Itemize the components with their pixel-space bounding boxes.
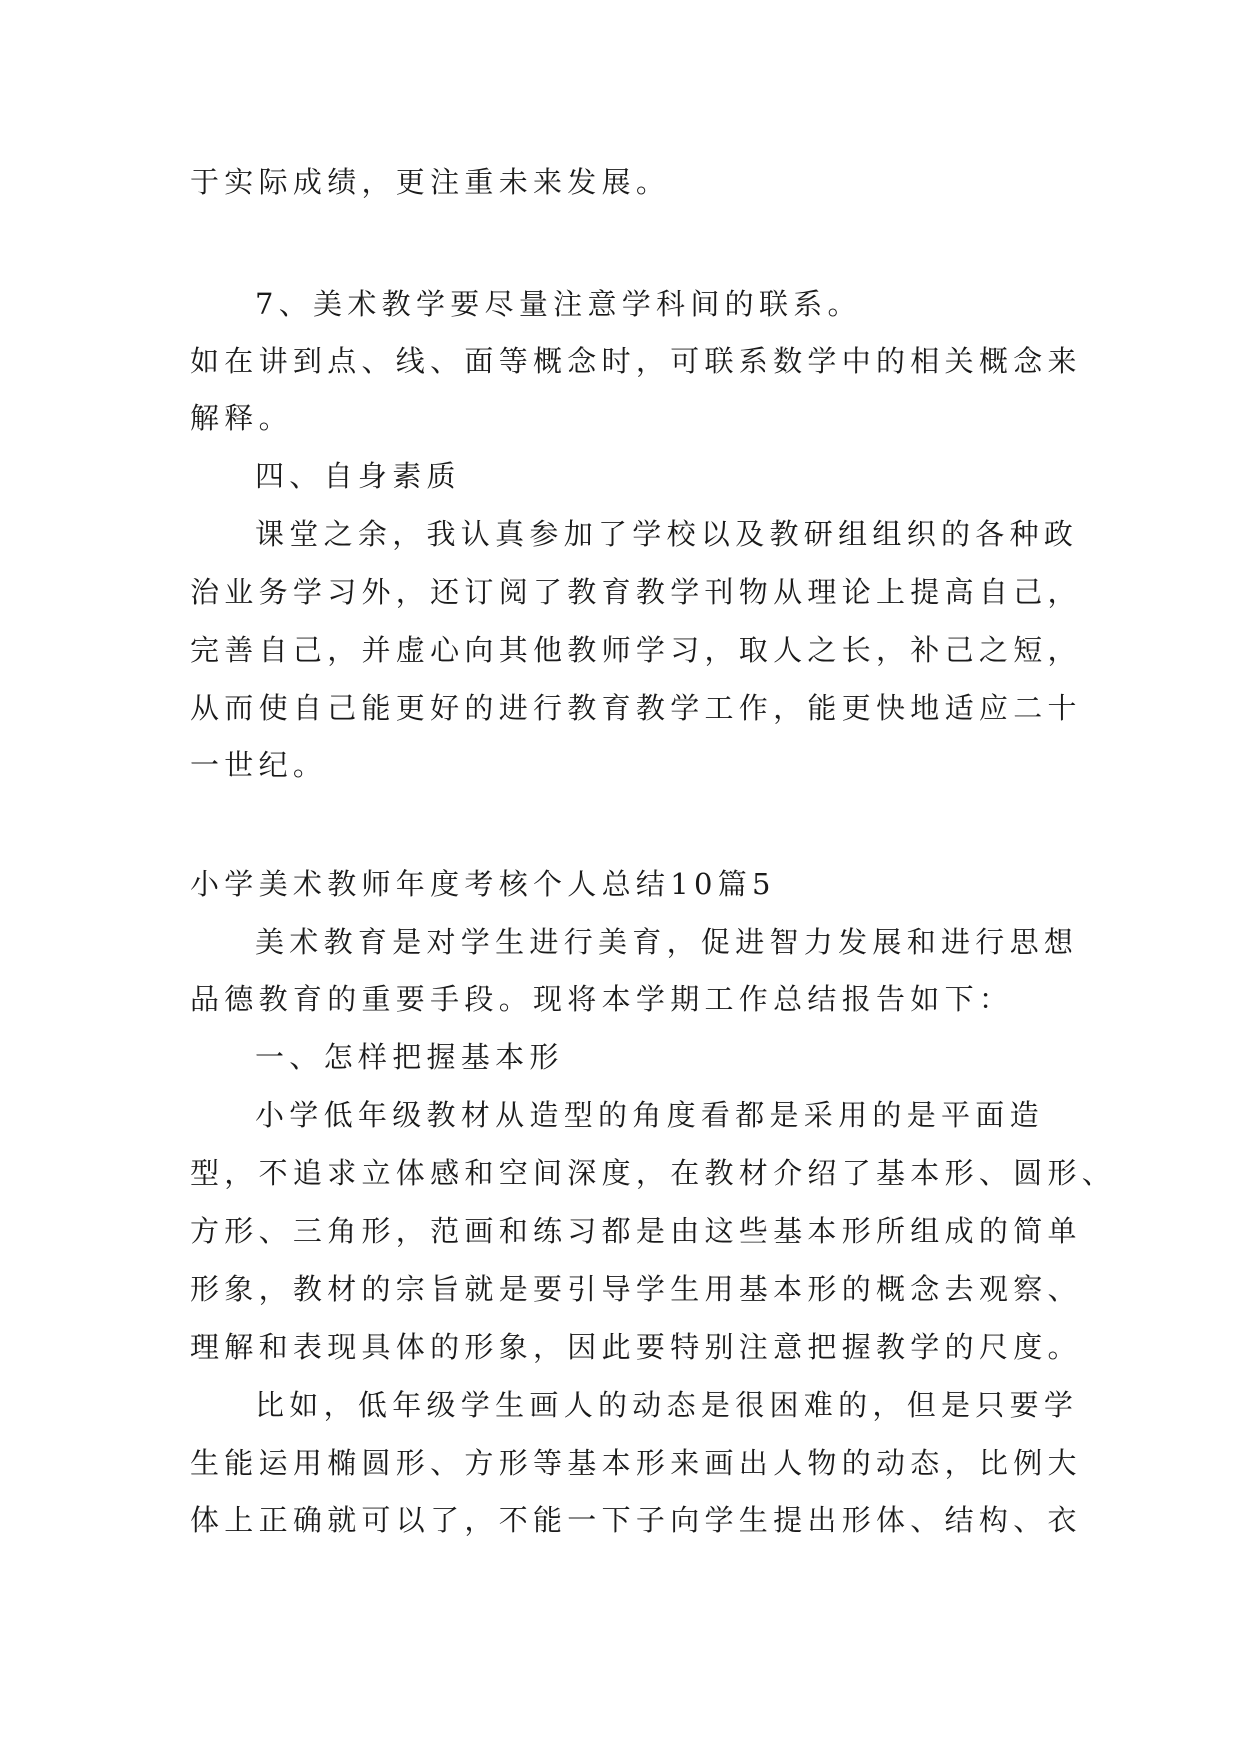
paragraph-line: 美术教育是对学生进行美育，促进智力发展和进行思想 [255, 925, 1079, 959]
section-heading: 一、怎样把握基本形 [255, 1040, 564, 1074]
paragraph-line: 小学低年级教材从造型的角度看都是采用的是平面造 [255, 1098, 1044, 1132]
paragraph-line: 品德教育的重要手段。现将本学期工作总结报告如下： [190, 982, 1014, 1016]
paragraph-line: 形象，教材的宗旨就是要引导学生用基本形的概念去观察、 [190, 1272, 1082, 1306]
paragraph-line: 课堂之余，我认真参加了学校以及教研组组织的各种政 [255, 517, 1079, 551]
paragraph-line: 方形、三角形，范画和练习都是由这些基本形所组成的简单 [190, 1214, 1082, 1248]
article-title: 小学美术教师年度考核个人总结10篇5 [190, 867, 776, 901]
paragraph-line: 治业务学习外，还订阅了教育教学刊物从理论上提高自己， [190, 575, 1082, 609]
paragraph-line: 如在讲到点、线、面等概念时，可联系数学中的相关概念来 [190, 344, 1082, 378]
section-heading: 四、自身素质 [255, 459, 461, 493]
paragraph-line: 生能运用椭圆形、方形等基本形来画出人物的动态，比例大 [190, 1446, 1082, 1480]
paragraph-line: 型，不追求立体感和空间深度，在教材介绍了基本形、圆形、 [190, 1156, 1117, 1190]
paragraph-line: 从而使自己能更好的进行教育教学工作，能更快地适应二十 [190, 691, 1082, 725]
paragraph-line: 理解和表现具体的形象，因此要特别注意把握教学的尺度。 [190, 1330, 1082, 1364]
paragraph-line: 完善自己，并虚心向其他教师学习，取人之长，补己之短， [190, 633, 1082, 667]
paragraph-line: 于实际成绩，更注重未来发展。 [190, 165, 671, 199]
numbered-item-heading: 7、美术教学要尽量注意学科间的联系。 [255, 287, 862, 321]
paragraph-line: 体上正确就可以了，不能一下子向学生提出形体、结构、衣 [190, 1503, 1082, 1537]
paragraph-line: 比如，低年级学生画人的动态是很困难的，但是只要学 [255, 1388, 1079, 1422]
paragraph-line: 解释。 [190, 401, 293, 435]
paragraph-line: 一世纪。 [190, 748, 328, 782]
